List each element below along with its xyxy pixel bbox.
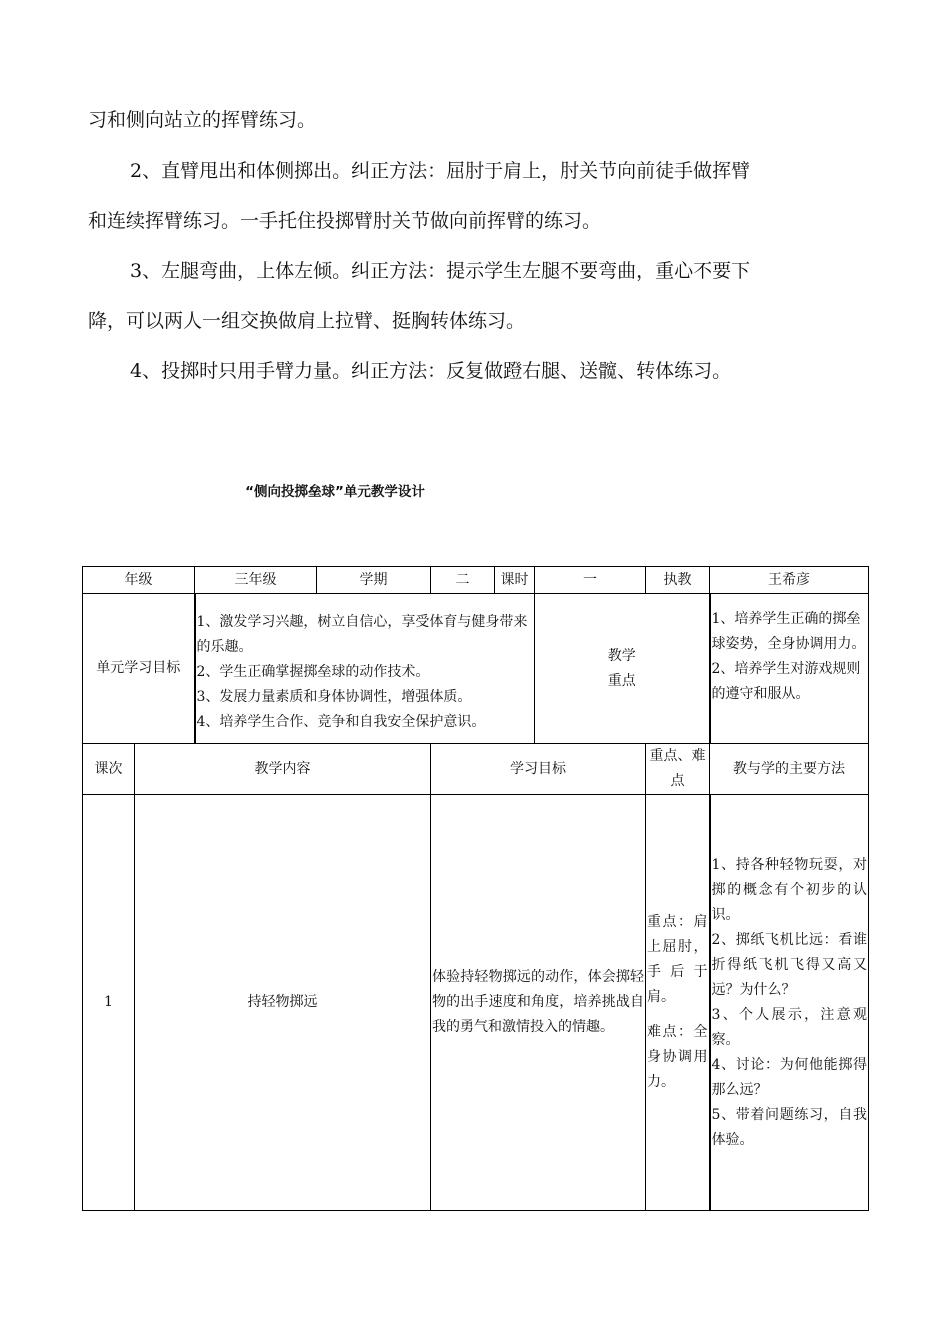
hours-value: 一 xyxy=(535,567,646,594)
lesson-row xyxy=(83,795,869,1211)
paragraph-5: 降，可以两人一组交换做肩上拉臂、挺胸转体练习。 xyxy=(88,310,526,332)
paragraph-4: 3、左腿弯曲，上体左倾。纠正方法：提示学生左腿不要弯曲，重心不要下 xyxy=(130,260,751,282)
paragraph-2: 2、直臂甩出和体侧掷出。纠正方法：屈肘于肩上，肘关节向前徒手做挥臂 xyxy=(130,160,751,182)
key-point: 重点：肩上屈肘，手后于肩。 xyxy=(647,914,708,1005)
method-item: 4、讨论：为何他能掷得那么远？ xyxy=(711,1056,867,1098)
unit-goals-list xyxy=(195,594,535,744)
teaching-focus-label xyxy=(535,594,710,744)
column-header-row xyxy=(83,744,869,795)
paragraph-3: 和连续挥臂练习。一手托住投掷臂肘关节做向前挥臂的练习。 xyxy=(88,210,602,232)
focus-item: 1、培养学生正确的掷垒球姿势，全身协调用力。 xyxy=(711,611,866,652)
hours-label: 课时 xyxy=(495,567,535,594)
grade-label: 年级 xyxy=(83,567,195,594)
focus-item: 2、培养学生对游戏规则的遵守和服从。 xyxy=(711,661,861,702)
teaching-focus-list xyxy=(710,594,869,744)
method-item: 5、带着问题练习，自我体验。 xyxy=(711,1106,867,1148)
teacher-label: 执教 xyxy=(646,567,710,594)
lesson-methods xyxy=(710,795,869,1211)
col-header-key-points: 重点、难点 xyxy=(646,744,710,795)
term-value: 二 xyxy=(431,567,495,594)
unit-goal-item: 1、激发学习兴趣，树立自信心，享受体育与健身带来的乐趣。 xyxy=(196,614,528,655)
unit-design-table xyxy=(82,566,869,1211)
lesson-number: 1 xyxy=(83,795,135,1211)
col-header-methods: 教与学的主要方法 xyxy=(710,744,869,795)
lesson-content: 持轻物掷远 xyxy=(135,795,431,1211)
term-label: 学期 xyxy=(317,567,431,594)
paragraph-6: 4、投掷时只用手臂力量。纠正方法：反复做蹬右腿、送髋、转体练习。 xyxy=(130,360,732,382)
unit-goals-row xyxy=(83,594,869,744)
focus-label-line-2: 重点 xyxy=(607,672,636,689)
unit-goal-item: 4、培养学生合作、竞争和自我安全保护意识。 xyxy=(196,714,486,730)
document-title: “侧向投掷垒球”单元教学设计 xyxy=(245,484,425,500)
focus-label-line-1: 教学 xyxy=(607,647,636,664)
unit-goals-label: 单元学习目标 xyxy=(83,594,195,744)
unit-goal-item: 3、发展力量素质和身体协调性，增强体质。 xyxy=(196,689,472,705)
method-item: 1、持各种轻物玩耍，对掷的概念有个初步的认识。 xyxy=(711,856,867,923)
col-header-content: 教学内容 xyxy=(135,744,431,795)
lesson-key-points xyxy=(646,795,710,1211)
method-item: 2、掷纸飞机比远：看谁折得纸飞机飞得又高又远？为什么？ xyxy=(711,931,867,998)
difficulty-point: 难点：全身协调用力。 xyxy=(647,1024,708,1090)
paragraph-1: 习和侧向站立的挥臂练习。 xyxy=(88,109,317,131)
col-header-lesson: 课次 xyxy=(83,744,135,795)
grade-value: 三年级 xyxy=(195,567,317,594)
unit-goal-item: 2、学生正确掌握掷垒球的动作技术。 xyxy=(196,664,430,680)
header-row xyxy=(83,567,869,594)
method-item: 3、个人展示，注意观察。 xyxy=(711,1006,867,1048)
lesson-objective: 体验持轻物掷远的动作，体会掷轻物的出手速度和角度，培养挑战自我的勇气和激情投入的情趣。 xyxy=(431,795,646,1211)
col-header-objective: 学习目标 xyxy=(431,744,646,795)
teacher-value: 王希彦 xyxy=(710,567,869,594)
